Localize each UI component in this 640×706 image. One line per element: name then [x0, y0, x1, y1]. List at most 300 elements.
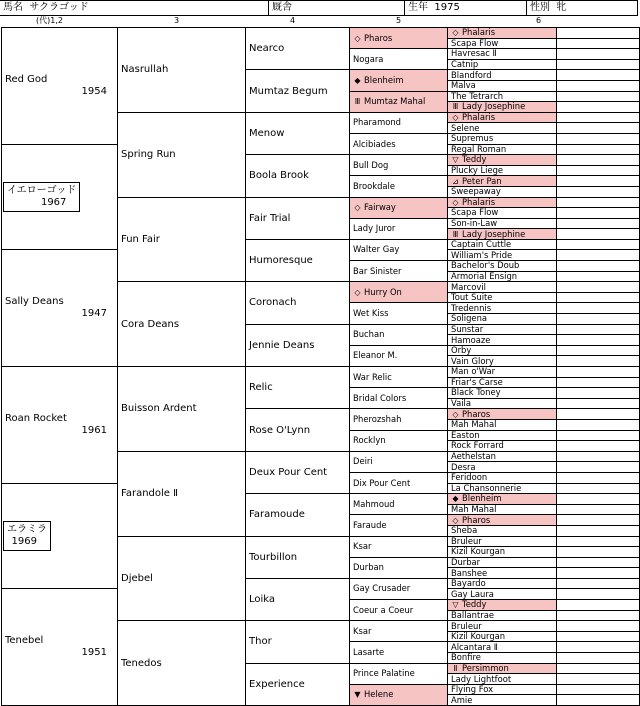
gen5-cell	[448, 250, 557, 261]
colnum-4: 4	[290, 16, 296, 25]
gen6-cell	[557, 430, 640, 441]
colnum-1: (代)1,2	[36, 16, 63, 25]
gen5-cell	[448, 165, 557, 176]
gen5-cell	[448, 123, 557, 134]
gen5-cell	[448, 133, 557, 144]
gen4-name: Rocklyn	[353, 435, 386, 446]
gen5-cell	[448, 377, 557, 388]
gen6-cell	[557, 165, 640, 176]
inbreeding-mark-icon: ▽	[452, 155, 459, 165]
inbreeding-mark-icon: ◇	[452, 113, 459, 123]
gen5-cell	[448, 28, 557, 39]
gen4-name: Bridal Colors	[353, 392, 407, 403]
colnum-5: 5	[396, 16, 402, 25]
gen4-cell	[350, 663, 448, 684]
gen6-cell	[557, 462, 640, 473]
gen6-cell	[557, 557, 640, 568]
gen5-name: Gay Laura	[451, 588, 494, 599]
gen1-name: イエローゴッド	[7, 185, 77, 196]
gen6-cell	[557, 578, 640, 589]
gen4-cell	[350, 430, 448, 451]
gen6-cell	[557, 91, 640, 102]
gen6-cell	[557, 303, 640, 314]
gen4-cell	[350, 600, 448, 621]
gen5-name: Soligena	[451, 313, 488, 324]
gen5-name: Scapa Flow	[451, 38, 499, 48]
gen5-cell	[448, 441, 557, 452]
gen3-cell: Rose O'Lynn	[246, 409, 350, 451]
gen6-cell	[557, 398, 640, 409]
gen4-cell	[350, 388, 448, 409]
gen5-cell	[448, 292, 557, 303]
gen3-cell: Relic	[246, 367, 350, 409]
gen4-cell	[350, 218, 448, 239]
gen5-name: Catnip	[451, 59, 479, 70]
gen3-cell: Fair Trial	[246, 197, 350, 239]
gen5-cell	[448, 80, 557, 91]
gen6-cell	[557, 356, 640, 367]
gen6-cell	[557, 335, 640, 346]
horse-name-cell	[0, 1, 268, 15]
inbreeding-mark-icon: ⊿	[452, 176, 459, 186]
gen6-cell	[557, 631, 640, 642]
gen6-cell	[557, 663, 640, 674]
gen4-cell	[350, 578, 448, 599]
gen4-name: Wet Kiss	[353, 308, 389, 319]
gen5-cell	[448, 70, 557, 81]
sex-cell	[526, 1, 638, 15]
gen1-year: 1961	[81, 424, 107, 436]
gen4-cell	[350, 239, 448, 260]
gen5-name: Vain Glory	[451, 355, 494, 366]
gen5-cell	[448, 282, 557, 293]
gen4-cell	[350, 557, 448, 578]
gen6-cell	[557, 695, 640, 706]
gen5-name: Sunstar	[451, 324, 484, 334]
gen3-cell: Loika	[246, 578, 350, 620]
gen4-name: Faraude	[353, 519, 387, 530]
gen6-cell	[557, 271, 640, 282]
gen4-cell	[350, 197, 448, 218]
gen4-name: Pharamond	[353, 117, 401, 128]
gen2-cell: Nasrullah	[118, 28, 246, 113]
gen4-name: Gay Crusader	[353, 583, 411, 594]
gen6-cell	[557, 674, 640, 685]
gen6-cell	[557, 409, 640, 420]
gen4-name: Pherozshah	[353, 413, 402, 424]
inbreeding-mark-icon: ◆	[452, 494, 459, 504]
gen5-name: Man o'War	[451, 366, 496, 377]
gen5-cell	[448, 621, 557, 632]
gen6-cell	[557, 59, 640, 70]
gen5-cell	[448, 49, 557, 60]
gen5-cell	[448, 578, 557, 589]
gen3-cell: Faramoude	[246, 494, 350, 536]
gen6-cell	[557, 176, 640, 187]
gen4-name: Pharos	[364, 32, 393, 43]
gen5-cell	[448, 155, 557, 166]
gen5-name: The Tetrarch	[451, 91, 504, 101]
gen4-name: Bar Sinister	[353, 265, 402, 276]
gen6-cell	[557, 38, 640, 49]
inbreeding-mark-icon: ◇	[354, 203, 361, 213]
gen3-cell: Humoresque	[246, 239, 350, 281]
header-bar	[0, 0, 638, 16]
gen6-cell	[557, 197, 640, 208]
colnum-3: 3	[174, 16, 180, 25]
gen5-cell	[448, 356, 557, 367]
gen5-cell	[448, 303, 557, 314]
inbreeding-mark-icon: Ⅱ	[453, 663, 458, 673]
gen5-name: La Chansonnerie	[451, 483, 522, 493]
inbreeding-mark-icon: ◆	[354, 75, 361, 85]
gen6-cell	[557, 568, 640, 579]
gen5-cell	[448, 547, 557, 558]
gen5-name: Havresac Ⅱ	[451, 48, 497, 59]
gen3-cell: Experience	[246, 663, 350, 705]
gen4-cell	[350, 515, 448, 536]
gen4-name: Blenheim	[364, 74, 404, 85]
gen1-name: Roan Rocket	[5, 412, 67, 424]
gen5-cell	[448, 589, 557, 600]
gen5-cell	[448, 271, 557, 282]
gen4-cell	[350, 536, 448, 557]
gen5-name: Phalaris	[462, 112, 496, 123]
gen5-cell	[448, 419, 557, 430]
gen2-cell: Buisson Ardent	[118, 367, 246, 452]
gen5-name: Kizil Kourgan	[451, 546, 506, 557]
gen5-name: Banshee	[451, 567, 488, 578]
gen3-cell: Mumtaz Begum	[246, 70, 350, 112]
gen6-cell	[557, 250, 640, 261]
gen1-year: 1951	[81, 647, 107, 659]
gen4-name: Prince Palatine	[353, 668, 415, 679]
gen5-name: Scapa Flow	[451, 207, 499, 218]
gen4-name: Buchan	[353, 329, 385, 340]
gen5-cell	[448, 536, 557, 547]
gen5-name: William's Pride	[451, 249, 513, 260]
gen2-cell: Fun Fair	[118, 197, 246, 282]
gen5-cell	[448, 176, 557, 187]
gen5-cell	[448, 610, 557, 621]
gen6-cell	[557, 186, 640, 197]
gen6-cell	[557, 261, 640, 272]
gen6-cell	[557, 547, 640, 558]
gen5-name: Peter Pan	[462, 175, 502, 186]
inbreeding-mark-icon: ◇	[452, 409, 459, 419]
gen6-cell	[557, 621, 640, 632]
inbreeding-mark-icon: ▽	[452, 600, 459, 610]
gen5-cell	[448, 642, 557, 653]
gen6-cell	[557, 419, 640, 430]
gen4-name: Eleanor M.	[353, 350, 398, 361]
gen5-cell	[448, 144, 557, 155]
gen6-cell	[557, 123, 640, 134]
gen4-name: Dix Pour Cent	[353, 477, 411, 488]
gen5-name: Armorial Ensign	[451, 271, 518, 281]
gen5-cell	[448, 600, 557, 611]
gen3-cell: Jennie Deans	[246, 324, 350, 366]
gen6-cell	[557, 155, 640, 166]
gen5-name: Phalaris	[462, 197, 496, 207]
gen4-name: Alcibiades	[353, 138, 396, 149]
gen5-cell	[448, 568, 557, 579]
gen4-cell	[350, 28, 448, 49]
gen5-cell	[448, 112, 557, 123]
gen5-cell	[448, 631, 557, 642]
gen4-name: Deiri	[353, 456, 373, 467]
gen1-box	[3, 182, 80, 212]
inbreeding-mark-icon: Ⅲ	[354, 97, 361, 107]
gen6-cell	[557, 377, 640, 388]
gen3-cell: Tourbillon	[246, 536, 350, 578]
gen6-cell	[557, 112, 640, 123]
gen5-name: Son-in-Law	[451, 218, 498, 228]
gen5-name: Blandford	[451, 69, 492, 80]
gen5-name: Bonfire	[451, 652, 481, 663]
gen1-cell	[2, 483, 118, 589]
gen5-name: Aethelstan	[451, 451, 496, 462]
gen6-cell	[557, 102, 640, 113]
gen5-cell	[448, 91, 557, 102]
gen3-cell: Deux Pour Cent	[246, 451, 350, 493]
gen5-name: Teddy	[462, 154, 487, 165]
colnum-6: 6	[536, 16, 542, 25]
gen6-cell	[557, 229, 640, 240]
gen5-cell	[448, 462, 557, 473]
gen3-cell: Coronach	[246, 282, 350, 324]
gen6-cell	[557, 292, 640, 303]
gen5-name: Lady Josephine	[462, 228, 526, 239]
gen5-cell	[448, 695, 557, 706]
gen5-name: Tout Suite	[451, 292, 493, 303]
gen6-cell	[557, 208, 640, 219]
gen4-cell	[350, 282, 448, 303]
pedigree-table	[1, 27, 640, 706]
gen5-name: Desra	[451, 461, 476, 472]
gen4-cell	[350, 684, 448, 705]
gen1-name: Sally Deans	[5, 296, 64, 308]
gen3-cell: Boola Brook	[246, 155, 350, 197]
gen1-box	[5, 413, 117, 437]
gen6-cell	[557, 49, 640, 60]
gen5-name: Mah Mahal	[451, 419, 497, 430]
gen6-cell	[557, 642, 640, 653]
gen4-name: Nogara	[353, 53, 384, 64]
gen4-cell	[350, 176, 448, 197]
gen4-cell	[350, 409, 448, 430]
gen2-cell: Djebel	[118, 536, 246, 621]
gen4-cell	[350, 324, 448, 345]
gen3-cell: Thor	[246, 621, 350, 663]
gen2-cell: Cora Deans	[118, 282, 246, 367]
gen4-name: Fairway	[364, 202, 396, 213]
gen2-cell: Farandole Ⅱ	[118, 451, 246, 536]
gen6-cell	[557, 589, 640, 600]
gen5-cell	[448, 409, 557, 420]
sex-value: 牝	[556, 2, 567, 13]
inbreeding-mark-icon: ▼	[354, 690, 361, 700]
gen5-cell	[448, 102, 557, 113]
gen4-cell	[350, 367, 448, 388]
gen1-box	[5, 74, 117, 98]
gen5-cell	[448, 218, 557, 229]
gen5-name: Bachelor's Doub	[451, 260, 520, 271]
gen4-cell	[350, 642, 448, 663]
gen4-name: Walter Gay	[353, 244, 400, 255]
gen6-cell	[557, 600, 640, 611]
gen1-cell	[2, 589, 118, 706]
gen5-cell	[448, 653, 557, 664]
gen6-cell	[557, 324, 640, 335]
gen6-cell	[557, 483, 640, 494]
gen5-name: Ballantrae	[451, 610, 494, 620]
gen6-cell	[557, 472, 640, 483]
gen4-cell	[350, 494, 448, 515]
gen5-name: Amie	[451, 694, 473, 705]
gen1-cell	[2, 367, 118, 484]
gen6-cell	[557, 144, 640, 155]
gen4-name: War Relic	[353, 371, 392, 382]
gen5-name: Pharos	[462, 514, 491, 525]
inbreeding-mark-icon: ◇	[452, 197, 459, 207]
inbreeding-mark-icon: ◇	[354, 287, 361, 297]
gen4-cell	[350, 155, 448, 176]
birth-year: 1975	[434, 2, 460, 13]
gen5-name: Bruleur	[451, 536, 482, 546]
gen5-name: Tredennis	[451, 302, 492, 313]
gen5-name: Sweepaway	[451, 186, 501, 197]
inbreeding-mark-icon: ◇	[452, 515, 459, 525]
inbreeding-mark-icon: Ⅲ	[452, 229, 459, 239]
gen5-cell	[448, 398, 557, 409]
gen4-name: Hurry On	[364, 286, 402, 297]
gen6-cell	[557, 388, 640, 399]
gen5-name: Persimmon	[462, 663, 509, 673]
gen5-name: Selene	[451, 122, 480, 133]
gen5-cell	[448, 324, 557, 335]
gen6-cell	[557, 684, 640, 695]
gen5-cell	[448, 59, 557, 70]
gen5-name: Feridoon	[451, 472, 488, 483]
gen2-cell: Spring Run	[118, 112, 246, 197]
gen6-cell	[557, 282, 640, 293]
gen5-name: Easton	[451, 430, 480, 440]
gen5-cell	[448, 229, 557, 240]
gen5-cell	[448, 314, 557, 325]
gen5-name: Friar's Carse	[451, 377, 503, 387]
gen5-name: Hamoaze	[451, 334, 491, 345]
gen4-cell	[350, 451, 448, 472]
gen5-cell	[448, 504, 557, 515]
birth-cell	[404, 1, 526, 15]
gen5-cell	[448, 430, 557, 441]
gen6-cell	[557, 28, 640, 39]
gen5-cell	[448, 261, 557, 272]
gen4-cell	[350, 70, 448, 91]
gen3-cell: Menow	[246, 112, 350, 154]
gen4-cell	[350, 303, 448, 324]
gen5-cell	[448, 472, 557, 483]
gen4-cell	[350, 472, 448, 493]
gen5-name: Sheba	[451, 525, 478, 536]
column-numbers	[0, 15, 640, 27]
inbreeding-mark-icon: Ⅲ	[452, 102, 459, 112]
gen4-name: Bull Dog	[353, 159, 389, 170]
gen5-name: Lady Lightfoot	[451, 673, 512, 684]
gen4-cell	[350, 91, 448, 112]
gen5-cell	[448, 38, 557, 49]
gen6-cell	[557, 345, 640, 356]
gen6-cell	[557, 515, 640, 526]
gen5-name: Lady Josephine	[462, 101, 526, 112]
gen5-name: Pharos	[462, 408, 491, 419]
gen5-cell	[448, 494, 557, 505]
horse-name: サクラゴッド	[29, 2, 89, 13]
gen5-name: Phalaris	[462, 27, 496, 38]
gen4-cell	[350, 261, 448, 282]
gen5-name: Mah Mahal	[451, 504, 497, 515]
gen5-name: Regal Roman	[451, 144, 507, 154]
gen4-cell	[350, 133, 448, 154]
gen6-cell	[557, 367, 640, 378]
gen5-cell	[448, 388, 557, 399]
gen4-name: Mumtaz Mahal	[364, 96, 426, 107]
gen5-cell	[448, 367, 557, 378]
gen1-box	[5, 296, 117, 320]
gen4-name: Brookdale	[353, 180, 396, 191]
gen5-cell	[448, 483, 557, 494]
gen6-cell	[557, 133, 640, 144]
gen5-cell	[448, 208, 557, 219]
gen4-cell	[350, 49, 448, 70]
gen5-name: Durbar	[451, 557, 481, 567]
gen1-year: 1947	[81, 308, 107, 320]
gen4-name: Ksar	[353, 625, 372, 636]
gen5-name: Kizil Kourgan	[451, 631, 506, 642]
gen6-cell	[557, 525, 640, 536]
gen4-cell	[350, 621, 448, 642]
gen6-cell	[557, 218, 640, 229]
gen1-name: Tenebel	[5, 635, 44, 647]
gen5-name: Rock Forrard	[451, 440, 504, 451]
gen4-name: Mahmoud	[353, 498, 395, 509]
inbreeding-mark-icon: ◇	[354, 33, 361, 43]
gen5-name: Captain Cuttle	[451, 239, 512, 250]
gen6-cell	[557, 441, 640, 452]
pedigree-row	[2, 367, 640, 378]
gen5-name: Bayardo	[451, 578, 486, 589]
sex-label: 性別	[530, 2, 550, 13]
gen5-name: Bruleur	[451, 620, 482, 631]
gen4-cell	[350, 345, 448, 366]
gen5-cell	[448, 684, 557, 695]
gen1-year: 1954	[81, 85, 107, 97]
gen5-cell	[448, 515, 557, 526]
gen5-name: Alcantara Ⅱ	[451, 641, 498, 652]
gen6-cell	[557, 239, 640, 250]
gen1-year: 1967	[40, 197, 67, 208]
gen1-cell	[2, 250, 118, 367]
gen5-name: Marcovil	[451, 281, 486, 292]
gen3-cell: Nearco	[246, 28, 350, 70]
name-label: 馬名	[3, 2, 23, 13]
gen5-cell	[448, 525, 557, 536]
gen5-cell	[448, 663, 557, 674]
gen2-cell: Tenedos	[118, 621, 246, 706]
gen5-cell	[448, 335, 557, 346]
gen5-cell	[448, 197, 557, 208]
